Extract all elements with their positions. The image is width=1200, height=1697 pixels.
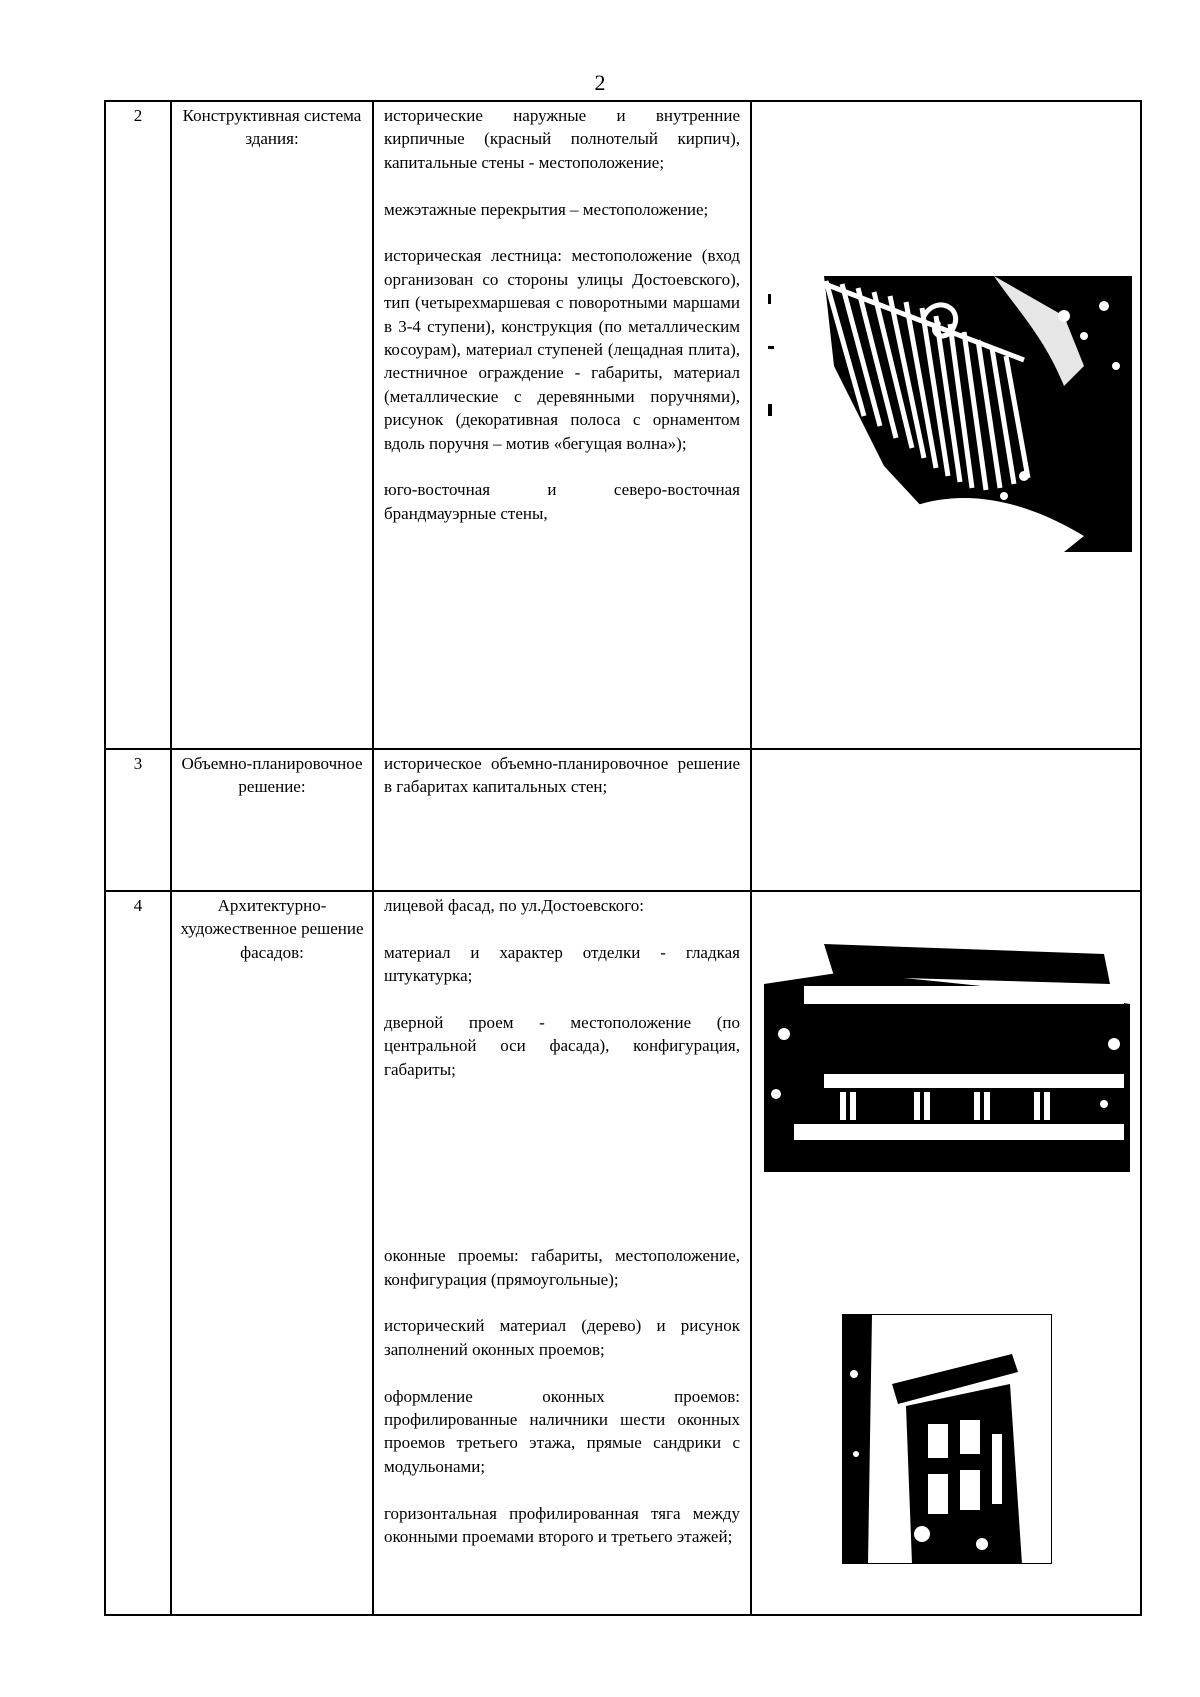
feature-item: историческая лестница: местоположение (вход организован со стороны улицы Достоевского), тип (четырехмаршевая с поворотными маршами в 3-4 ступени), конструкция (по металлическим косоурам), материал ступеней (лещадная плита), лестничное ограждение - габариты, материал (металлические с деревянными поручнями), рисунок (декоративная полоса с орнаментом вдоль поручня – мотив «бегущая волна»); xyxy=(384,246,740,453)
feature-item: горизонтальная профилированная тяга между оконными проемами второго и третьего этажей; xyxy=(384,1503,740,1547)
photo-cell xyxy=(751,749,1141,891)
page-number: 2 xyxy=(594,70,606,95)
feature-item: историческое объемно-планировочное решение в габаритах капитальных стен; xyxy=(384,754,740,797)
feature-item: материал и характер отделки - гладкая штукатурка; xyxy=(384,942,740,986)
section-title: Конструктивная система здания: xyxy=(171,101,373,749)
feature-item: юго-восточная и северо-восточная брандмауэрные стены, xyxy=(384,480,740,523)
window-detail-photo xyxy=(842,1314,1052,1564)
photo-cell xyxy=(751,101,1141,749)
feature-item: исторический материал (дерево) и рисунок заполнений оконных проемов; xyxy=(384,1316,740,1359)
row-number: 2 xyxy=(105,101,171,749)
feature-item: лицевой фасад, по ул.Достоевского: xyxy=(384,896,644,915)
section-title: Объемно-планировочное решение: xyxy=(171,749,373,891)
feature-item: дверной проем - местоположение (по центральной оси фасада), конфигурация, габариты; xyxy=(384,1013,740,1079)
table-row xyxy=(105,749,1141,891)
photo-cell xyxy=(751,891,1141,1615)
feature-item: оконные проемы: габариты, местоположение, конфигурация (прямоугольные); xyxy=(384,1246,740,1289)
section-title: Архитектурно-художественное решение фасадов: xyxy=(171,891,373,1615)
section-description xyxy=(373,891,751,1615)
row-number: 4 xyxy=(105,891,171,1615)
table-row xyxy=(105,101,1141,749)
row-number: 3 xyxy=(105,749,171,891)
section-description xyxy=(373,749,751,891)
staircase-railing-photo xyxy=(764,276,1132,552)
feature-item: межэтажные перекрытия – местоположение; xyxy=(384,199,709,219)
facade-photo xyxy=(764,924,1130,1200)
table-row xyxy=(105,891,1141,1615)
feature-item: исторические наружные и внутренние кирпичные (красный полнотелый кирпич), капитальные стены - местоположение; xyxy=(384,106,740,172)
protected-features-table xyxy=(104,100,1142,1616)
section-description xyxy=(373,101,751,749)
feature-item: оформление оконных проемов: профилированные наличники шести оконных проемов третьего этажа, прямые сандрики с модульонами; xyxy=(384,1386,740,1476)
